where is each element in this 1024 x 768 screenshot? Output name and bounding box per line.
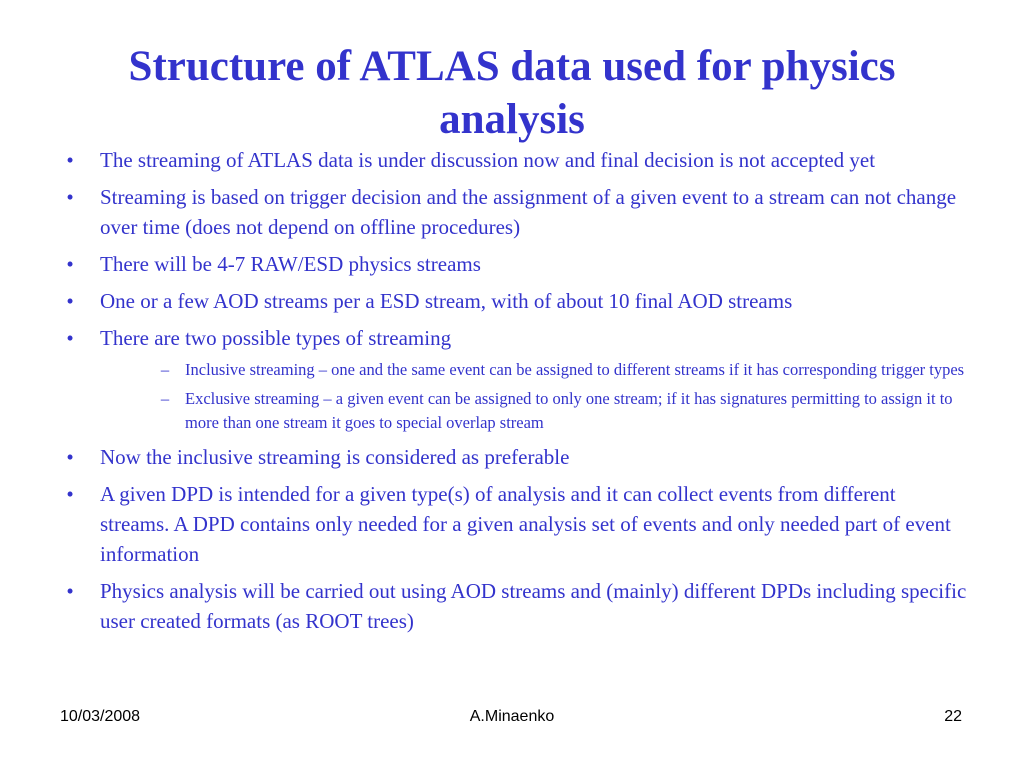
slide-title: Structure of ATLAS data used for physics analysis	[128, 43, 896, 143]
bullet-text: Physics analysis will be carried out using AOD streams and (mainly) different DPDs including specific user created formats (as ROOT trees)	[100, 579, 967, 633]
bullet-marker: •	[66, 445, 74, 469]
bullet-text: Now the inclusive streaming is considered as preferable	[100, 445, 570, 469]
bullet-item	[60, 576, 970, 636]
bullet-text: One or a few AOD streams per a ESD stream, with of about 10 final AOD streams	[100, 289, 793, 313]
page-number: 22	[944, 708, 962, 725]
bullet-text: There will be 4-7 RAW/ESD physics streams	[100, 252, 481, 276]
bullet-text: There are two possible types of streaming	[100, 326, 452, 350]
sub-bullet-item	[100, 358, 970, 382]
footer-author: A.Minaenko	[469, 708, 555, 725]
bullet-marker: •	[66, 185, 74, 209]
bullet-text: Streaming is based on trigger decision and the assignment of a given event to a stream can not change over time (does not depend on offline procedures)	[100, 185, 957, 239]
bullet-text: A given DPD is intended for a given type(s) of analysis and it can collect events from different streams. A DPD contains only needed for a given analysis set of events and only needed part of event information	[100, 482, 951, 566]
sub-bullet-list	[100, 358, 970, 435]
bullet-item	[60, 145, 970, 175]
bullet-item	[60, 182, 970, 242]
sub-bullet-item	[100, 387, 970, 435]
bullet-marker: •	[66, 289, 74, 313]
bullet-item	[60, 479, 970, 569]
sub-bullet-text: Inclusive streaming – one and the same event can be assigned to different streams if it has corresponding trigger types	[185, 360, 965, 379]
bullet-item	[60, 249, 970, 279]
bullet-marker: •	[66, 326, 74, 350]
bullet-item	[60, 442, 970, 472]
bullet-marker: •	[66, 579, 74, 603]
footer-date: 10/03/2008	[60, 708, 141, 725]
sub-bullet-marker: –	[160, 389, 170, 408]
bullet-marker: •	[66, 482, 74, 506]
sub-bullet-text: Exclusive streaming – a given event can be assigned to only one stream; if it has signatures permitting to assign it to more than one stream it goes to special overlap stream	[185, 389, 953, 432]
sub-bullet-marker: –	[160, 360, 170, 379]
bullet-item	[60, 286, 970, 316]
bullet-marker: •	[66, 252, 74, 276]
bullet-list	[60, 145, 970, 643]
bullet-item	[60, 323, 970, 435]
bullet-marker: •	[66, 148, 74, 172]
bullet-text: The streaming of ATLAS data is under discussion now and final decision is not accepted yet	[100, 148, 876, 172]
